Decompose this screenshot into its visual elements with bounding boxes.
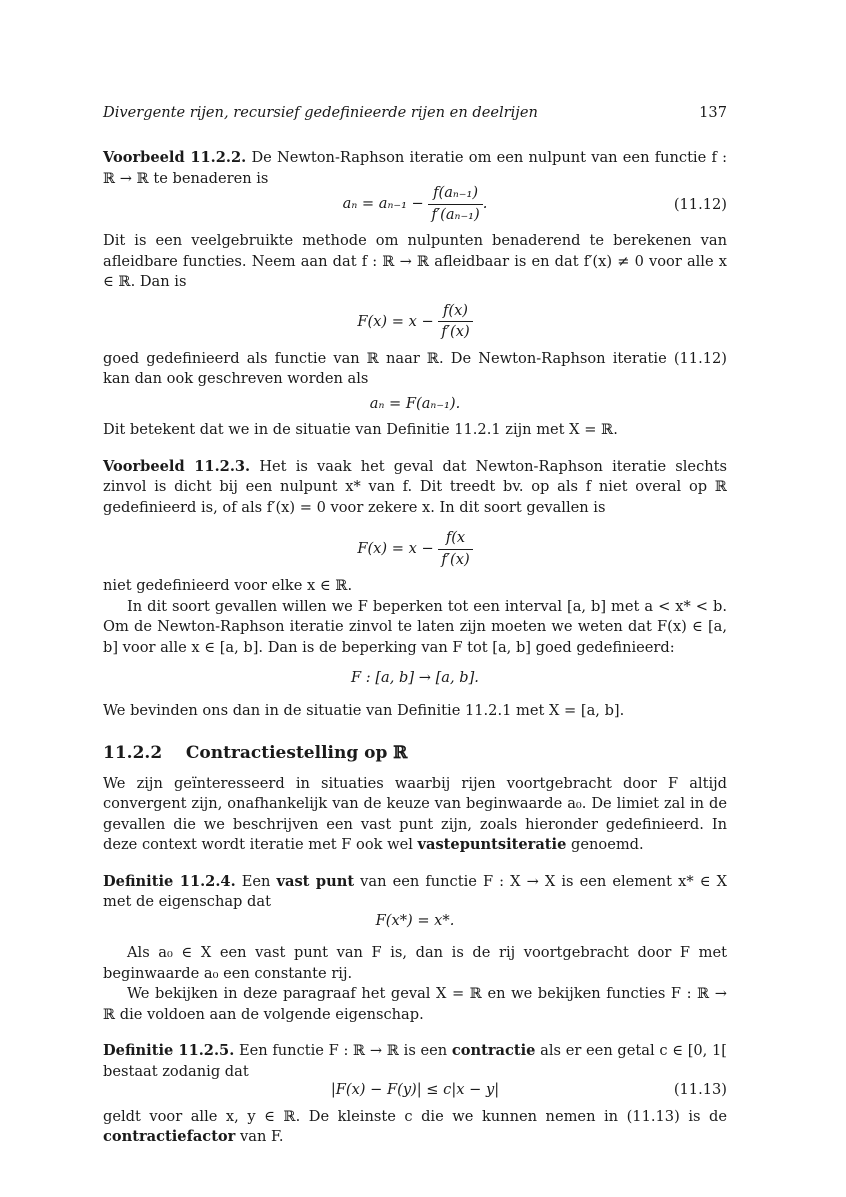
paragraph: niet gedefinieerd voor elke x ∈ ℝ. (103, 577, 353, 594)
definition-label: Definitie 11.2.4. (103, 872, 236, 890)
fraction-numerator: f(aₙ₋₁) (428, 183, 482, 205)
equation: F(x*) = x*. (375, 911, 455, 929)
fraction (438, 301, 472, 343)
equation-newton-map (103, 301, 727, 343)
equation-tag: (11.12) (673, 196, 727, 213)
fraction-denominator: f′(x) (441, 323, 470, 340)
term: contractiefactor (103, 1128, 236, 1145)
text: Een (241, 872, 271, 890)
equation-11-12: aₙ = aₙ₋₁ − $\frac{\text{f(aₙ₋₁)}}{\text{f′(aₙ₋₁)}}$ . (11.12) (103, 183, 727, 225)
page-body (103, 148, 727, 1148)
equation: F : [a, b] → [a, b]. (351, 669, 479, 686)
paragraph: We bekijken in deze paragraaf het geval X = ℝ en we bekijken functies F : ℝ → ℝ die voldoen aan de volgende eigenschap. (103, 985, 727, 1023)
example-text: Het is vaak het geval dat Newton-Raphson iteratie slechts zinvol is dicht bij een nulpunt x* van f. Dit treedt bv. op als f niet overal op ℝ gedefinieerd is, of als f′(x) = 0 voor zekere x. In dit soort gevallen is (103, 457, 727, 516)
fraction (438, 528, 472, 570)
definition-label: Definitie 11.2.5. (103, 1042, 235, 1059)
text: Een functie F : ℝ → ℝ is een (238, 1042, 448, 1059)
paragraph: We bevinden ons dan in de situatie van Definitie 11.2.1 met X = [a, b]. (103, 701, 625, 719)
header-title: Divergente rijen, recursief gedefinieerde rijen en deelrijen (103, 104, 538, 121)
text: als er een getal c ∈ [0, 1[ bestaat zodanig dat (103, 1042, 728, 1080)
definition-11-2-5 (103, 1041, 727, 1082)
text: We zijn geïnteresseerd in situaties waarbij rijen voortgebracht door F altijd convergent zijn, onafhankelijk van de keuze van beginwaarde a₀. De limiet zal in de gevallen die we beschrijven een vast punt zijn, zoals hieronder gedefinieerd. In deze context wordt iteratie met F ook wel (103, 774, 727, 853)
term: contractie (451, 1042, 536, 1059)
example-text: De Newton-Raphson iteratie om een nulpunt van een functie f : ℝ → ℝ te benaderen is (103, 149, 728, 187)
paragraph: Dit is een veelgebruikte methode om nulpunten benaderend te berekenen van afleidbare functies. Neem aan dat f : ℝ → ℝ afleidbaar is en dat f′(x) ≠ 0 voor alle x ∈ ℝ. Dan is (103, 232, 727, 290)
text: geldt voor alle x, y ∈ ℝ. De kleinste c die we kunnen nemen in (11.13) is de (103, 1107, 727, 1125)
fraction-numerator: f(x) (438, 301, 472, 323)
term: vastepuntsiteratie (417, 836, 567, 853)
definition-11-2-4 (103, 872, 727, 913)
paragraph (103, 774, 727, 856)
paragraph: Dit betekent dat we in de situatie van Definitie 11.2.1 zijn met X = ℝ. (103, 421, 618, 438)
section-number: 11.2.2 (103, 743, 163, 763)
equation-lhs: aₙ = aₙ₋₁ − (342, 195, 424, 212)
paragraph: Als a₀ ∈ X een vast punt van F is, dan is de rij voortgebracht door F met beginwaarde a₀ een constante rij. (103, 944, 727, 982)
paragraph: In dit soort gevallen willen we F beperken tot een interval [a, b] met a < x* < b. Om de Newton-Raphson iteratie zinvol te laten zijn moeten we weten dat F(x) ∈ [a, b] voor alle x ∈ [a, b]. Dan is de beperking van F tot [a, b] goed gedefinieerd: (103, 597, 727, 656)
equation-lhs: F(x) = x − (357, 312, 434, 330)
text: genoemd. (571, 836, 644, 853)
paragraph: goed gedefinieerd als functie van ℝ naar ℝ. De Newton-Raphson iteratie (11.12) kan dan ook geschreven worden als (103, 349, 727, 387)
section-heading (103, 743, 727, 764)
equation-body: |F(x) − F(y)| ≤ c|x − y| (330, 1081, 500, 1098)
paragraph (103, 1107, 727, 1148)
equation-lhs: F(x) = x − (357, 540, 434, 557)
text: van F. (240, 1128, 284, 1145)
equation-11-13 (103, 1080, 727, 1101)
text: van een functie F : X → X is een element x* ∈ X met de eigenschap dat (103, 872, 727, 910)
example-label: Voorbeeld 11.2.2. (103, 149, 247, 166)
section-title: Contractiestelling op ℝ (185, 743, 408, 763)
equation-newton-map (103, 528, 727, 570)
running-header (103, 104, 727, 121)
page-number: 137 (699, 104, 727, 121)
equation-tag: (11.13) (673, 1081, 727, 1098)
example-label: Voorbeeld 11.2.3. (103, 457, 251, 475)
fraction-numerator: f(x (438, 528, 472, 550)
example-11-2-3-intro (103, 457, 727, 519)
fraction-denominator: f′(x) (441, 550, 470, 568)
equation: aₙ = F(aₙ₋₁). (369, 394, 461, 412)
term: vast punt (276, 872, 355, 890)
fraction (428, 183, 482, 225)
fraction-denominator: f′(aₙ₋₁) (431, 205, 480, 223)
